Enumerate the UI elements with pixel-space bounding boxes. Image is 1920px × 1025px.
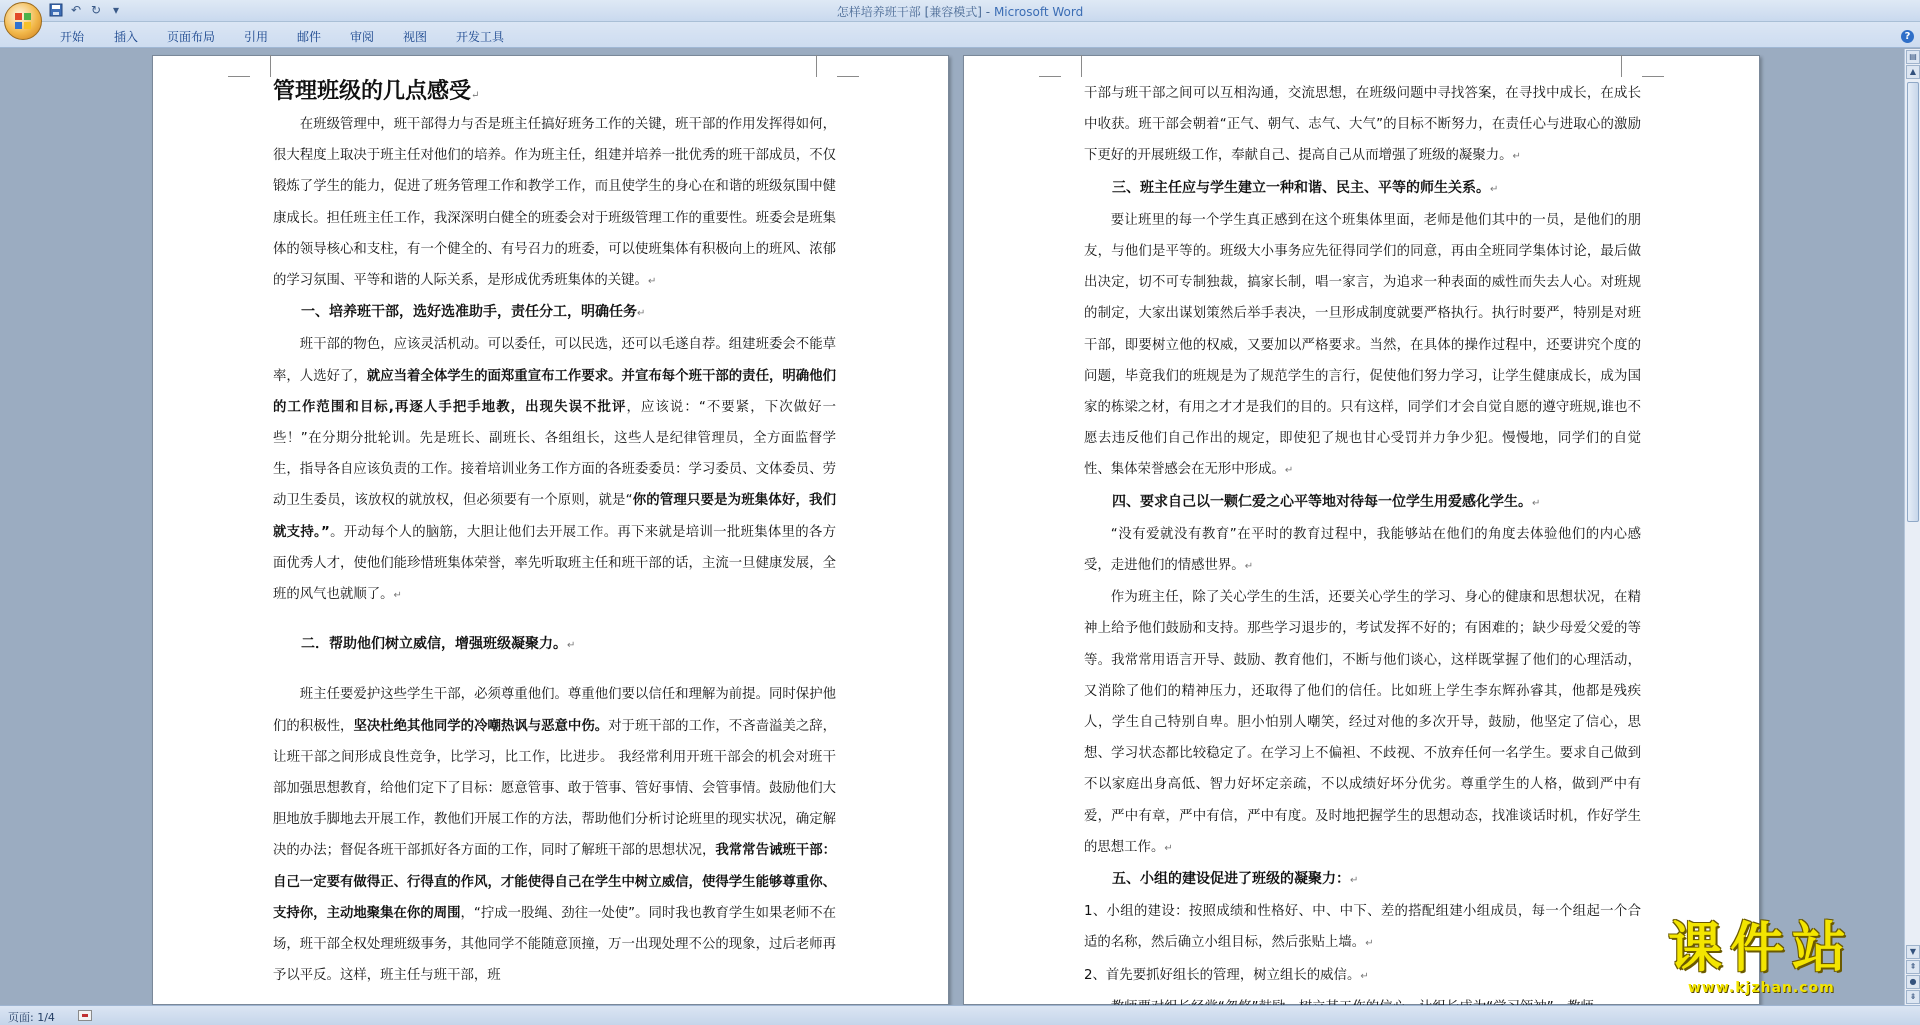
scroll-down-icon[interactable]: ▼ [1906, 945, 1920, 959]
undo-icon[interactable]: ↶ [70, 3, 82, 17]
title-bar [0, 0, 1920, 22]
watermark-url: www.kjzhan.com [1688, 980, 1835, 996]
document-page-1[interactable] [152, 55, 949, 1005]
list-item: 2、首先要抓好组长的管理，树立组长的威信。↵ [1084, 967, 1369, 983]
crop-mark [1060, 55, 1082, 77]
paragraph: 作为班主任，除了关心学生的生活，还要关心学生的学习、身心的健康和思想状况，在精神上给予他们鼓励和支持。那些学习退步的，考试发挥不好的；有困难的；缺少母爱父爱的等等。我常常用语言开导、鼓励、教育他们，不断与他们谈心，这样既掌握了他们的心理活动，又消除了他们的精神压力，还取得了他们的信任。比如班上学生李东辉孙睿其，他都是残疾人，学生自己特别自卑。胆小怕别人嘲笑，经过对他的多次开导，鼓励，他坚定了信心，思想、学习状态都比较稳定了。在学习上不偏袒、不歧视、不放弃任何一名学生。要求自己做到不以家庭出身高低、智力好坏定亲疏，不以成绩好坏分优劣。尊重学生的人格，做到严中有爱，严中有章，严中有信，严中有度。及时地把握学生的思想动态，找准谈话时机，作好学生的思想工作。↵ [1084, 590, 1641, 855]
crop-mark [1039, 76, 1061, 98]
page-2-content [1084, 78, 1641, 1023]
ribbon-tabs [0, 22, 1920, 48]
status-bar [0, 1005, 1920, 1025]
page-counter[interactable]: 页面: 1/4 [8, 1011, 55, 1024]
crop-mark [249, 55, 271, 77]
watermark-logo: 课件站 [1668, 916, 1854, 979]
paragraph: 班主任要爱护这些学生干部，必须尊重他们。尊重他们要以信任和理解为前提。同时保护他们的积极性，坚决杜绝其他同学的冷嘲热讽与恶意中伤。对于班干部的工作，不吝啬溢美之辞，让班干部之间形成良性竞争，比学习，比工作，比进步。 我经常利用开班干部会的机会对班干部加强思想教育，给他们定下了目标：愿意管事、敢于管事、管好事情、会管事情。鼓励他们大胆地放手脚地去开展工作，教他们开展工作的方法，帮助他们分析讨论班里的现实状况，确定解决的办法；督促各班干部抓好各方面的工作，同时了解班干部的思想状况，我常常告诫班干部：自己一定要有做得正、行得直的作风，才能使得自己在学生中树立威信，使得学生能够尊重你、支持你，主动地聚集在你的周围，“拧成一股绳、劲往一处使”。同时我也教育学生如果老师不在场，班干部全权处理班级事务，其他同学不能随意顶撞，万一出现处理不公的现象，过后老师再予以平反。这样，班主任与班干部，班 [273, 687, 837, 984]
ruler-toggle-icon[interactable]: ▤ [1906, 50, 1920, 64]
vertical-scrollbar[interactable] [1904, 49, 1920, 1005]
section-heading-2: 二．帮助他们树立威信，增强班级凝聚力。↵ [301, 636, 576, 653]
site-watermark [1668, 918, 1920, 1008]
tab-insert[interactable]: 插入 [114, 30, 139, 44]
tab-home[interactable]: 开始 [60, 30, 85, 44]
document-title: 怎样培养班干部 [兼容模式] [836, 5, 982, 19]
section-heading-3: 三、班主任应与学生建立一种和谐、民主、平等的师生关系。↵ [1112, 179, 1499, 196]
proofing-icon[interactable] [78, 1010, 92, 1021]
tab-view[interactable]: 视图 [403, 30, 428, 44]
scroll-up-icon[interactable]: ▲ [1906, 65, 1920, 79]
next-page-icon[interactable]: ⇟ [1906, 990, 1920, 1004]
document-heading: 管理班级的几点感受↵ [273, 78, 480, 104]
document-workspace [0, 49, 1904, 1005]
crop-mark [1642, 76, 1664, 98]
paragraph: 干部与班干部之间可以互相沟通，交流思想，在班级问题中寻找答案，在寻找中成长，在成长中收获。班干部会朝着“正气、朝气、志气、大气”的目标不断努力，在责任心与进取心的激励下更好的开展班级工作，奉献自己、提高自己从而增强了班级的凝聚力。↵ [1084, 86, 1641, 164]
office-logo-icon [14, 12, 32, 30]
crop-mark [1621, 55, 1643, 77]
tab-review[interactable]: 审阅 [350, 30, 375, 44]
redo-icon[interactable]: ↻ [90, 3, 102, 17]
window-title [0, 3, 1920, 20]
help-icon[interactable]: ? [1901, 30, 1914, 43]
scrollbar-thumb[interactable] [1907, 82, 1919, 522]
crop-mark [228, 76, 250, 98]
tab-references[interactable]: 引用 [244, 30, 269, 44]
app-name: Microsoft Word [993, 5, 1084, 19]
tab-page-layout[interactable]: 页面布局 [167, 30, 216, 44]
page-1-content [273, 74, 836, 991]
paragraph: 班干部的物色，应该灵活机动。可以委任，可以民选，还可以毛遂自荐。组建班委会不能草率，人选好了，就应当着全体学生的面郑重宣布工作要求。并宣布每个班干部的责任，明确他们的工作范围和目标,再逐人手把手地教，出现失误不批评，应该说：“不要紧，下次做好一些！”在分期分批轮训。先是班长、副班长、各组组长，这些人是纪律管理员，全方面监督学生，指导各自应该负责的工作。接着培训业务工作方面的各班委委员：学习委员、文体委员、劳动卫生委员，该放权的就放权，但必须要有一个原则，就是“你的管理只要是为班集体好，我们就支持。”。开动每个人的脑筋，大胆让他们去开展工作。再下来就是培训一批班集体里的各方面优秀人才，使他们能珍惜班集体荣誉，率先听取班主任和班干部的话，主流一旦健康发展，全班的风气也就顺了。↵ [273, 337, 837, 603]
paragraph: 在班级管理中，班干部得力与否是班主任搞好班务工作的关键，班干部的作用发挥得如何，很大程度上取决于班主任对他们的培养。作为班主任，组建并培养一批优秀的班干部成员，不仅锻炼了学生的能力，促进了班务管理工作和教学工作，而且使学生的身心在和谐的班级氛围中健康成长。担任班主任工作，我深深明白健全的班委会对于班级管理工作的重要性。班委会是班集体的领导核心和支柱，有一个健全的、有号召力的班委，可以使班集体有积极向上的班风、浓郁的学习氛围、平等和谐的人际关系，是形成优秀班集体的关键。↵ [273, 117, 836, 289]
document-page-2[interactable] [963, 55, 1760, 1005]
browse-object-icon[interactable]: ● [1906, 975, 1920, 989]
section-heading-5: 五、小组的建设促进了班级的凝聚力：↵ [1112, 871, 1359, 888]
previous-page-icon[interactable]: ⇞ [1906, 960, 1920, 974]
tab-developer[interactable]: 开发工具 [456, 30, 505, 44]
paragraph: “没有爱就没有教育”在平时的教育过程中，我能够站在他们的角度去体验他们的内心感受，走进他们的情感世界。↵ [1084, 526, 1641, 574]
tab-mailings[interactable]: 邮件 [297, 30, 322, 44]
office-button[interactable] [4, 2, 42, 40]
crop-mark [837, 76, 859, 98]
dropdown-icon[interactable]: ▾ [112, 3, 120, 17]
section-heading-4: 四、要求自己以一颗仁爱之心平等地对待每一位学生用爱感化学生。↵ [1112, 493, 1541, 510]
section-heading-1: 一、培养班干部，选好选准助手，责任分工，明确任务↵ [301, 304, 646, 321]
title-separator: - [981, 5, 994, 19]
paragraph: 要让班里的每一个学生真正感到在这个班集体里面，老师是他们其中的一员，是他们的朋友，与他们是平等的。班级大小事务应先征得同学们的同意，再由全班同学集体讨论，最后做出决定，切不可专制独裁，搞家长制，唱一家言，为追求一种表面的威性而失去人心。对班规的制定，大家出谋划策然后举手表决，一旦形成制度就要严格执行。执行时要严，特别是对班干部，即要树立他的权威，又要加以严格要求。当然，在具体的操作过程中，还要讲究个度的问题，毕竟我们的班规是为了规范学生的言行，促使他们努力学习，让学生健康成长，成为国家的栋梁之材，有用之才才是我们的目的。只有这样，同学们才会自觉自愿的遵守班规,谁也不愿去违反他们自己作出的规定，即使犯了规也甘心受罚并力争少犯。慢慢地，同学们的自觉性、集体荣誉感会在无形中形成。↵ [1084, 212, 1641, 478]
list-item: 1、小组的建设：按照成绩和性格好、中、中下、差的搭配组建小组成员，每一个组起一个合适的名称，然后确立小组目标，然后张贴上墙。↵ [1084, 904, 1641, 951]
